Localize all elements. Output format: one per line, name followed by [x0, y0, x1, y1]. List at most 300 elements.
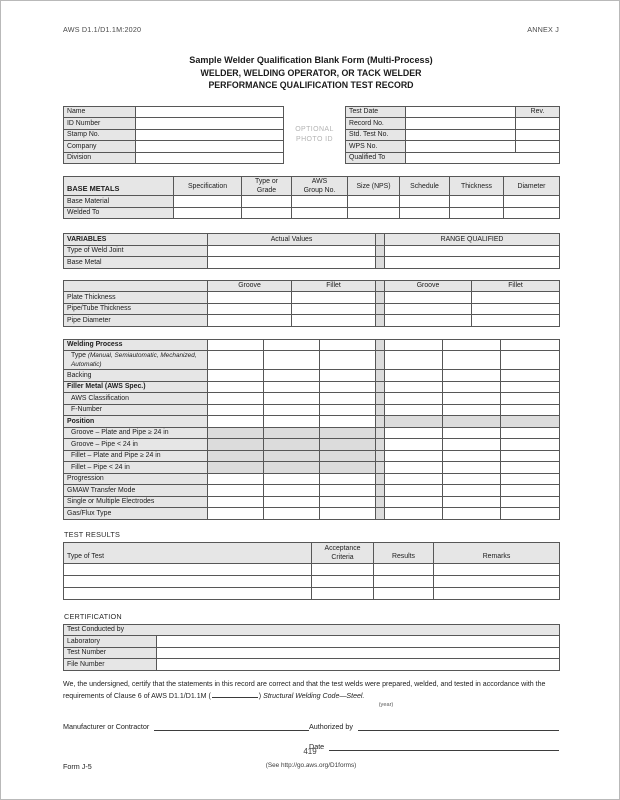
cell[interactable]	[400, 207, 450, 219]
cell[interactable]	[504, 196, 560, 208]
table-row	[64, 439, 560, 451]
cell[interactable]	[264, 462, 320, 474]
field-company[interactable]	[136, 141, 284, 153]
cell[interactable]	[320, 339, 376, 351]
title-line-2: WELDER, WELDING OPERATOR, OR TACK WELDER	[200, 67, 422, 78]
cell[interactable]	[208, 416, 264, 428]
table-row	[64, 370, 560, 382]
field-rev-1[interactable]	[516, 118, 560, 130]
label-std-test-no: Std. Test No.	[346, 129, 406, 141]
cell[interactable]	[374, 563, 434, 575]
field-rev-2[interactable]	[516, 129, 560, 141]
table-row	[64, 234, 560, 246]
cell[interactable]	[443, 508, 501, 520]
field-wps-no[interactable]	[406, 141, 516, 153]
cell[interactable]	[385, 450, 443, 462]
table-row	[64, 473, 560, 485]
col-size-nps: Size (NPS)	[348, 177, 400, 196]
field-test-date[interactable]	[406, 106, 516, 118]
cell[interactable]	[264, 508, 320, 520]
authorized-by-line[interactable]	[358, 722, 559, 731]
table-row	[64, 563, 560, 575]
col-fillet-actual: Fillet	[292, 280, 376, 292]
cell[interactable]	[348, 196, 400, 208]
cell[interactable]	[504, 207, 560, 219]
cell[interactable]	[385, 404, 443, 416]
spacer-column	[376, 257, 385, 269]
spacer-column	[376, 381, 385, 393]
thickness-table	[63, 280, 560, 327]
cell[interactable]	[385, 496, 443, 508]
cell[interactable]	[443, 351, 501, 370]
manufacturer-field	[63, 722, 309, 731]
identification-table	[63, 106, 560, 165]
spacer-column	[376, 245, 385, 257]
row-label-1	[64, 351, 208, 370]
cell[interactable]	[443, 370, 501, 382]
col-remarks: Remarks	[434, 542, 560, 563]
spacer-column	[376, 339, 385, 351]
cell[interactable]	[501, 427, 560, 439]
cell[interactable]	[208, 496, 264, 508]
col-groove-actual: Groove	[208, 280, 292, 292]
photo-line-1: OPTIONAL	[295, 126, 334, 134]
cell[interactable]	[320, 450, 376, 462]
cell[interactable]	[264, 381, 320, 393]
spacer-column	[376, 234, 385, 246]
cell[interactable]	[320, 351, 376, 370]
cell[interactable]	[501, 508, 560, 520]
cell[interactable]	[208, 450, 264, 462]
running-head-right: ANNEX J	[527, 25, 559, 34]
thickness-corner	[64, 280, 208, 292]
cell[interactable]	[385, 473, 443, 485]
cell[interactable]	[443, 450, 501, 462]
cell[interactable]	[501, 450, 560, 462]
cell[interactable]	[208, 485, 264, 497]
cell[interactable]	[208, 351, 264, 370]
cell[interactable]	[443, 462, 501, 474]
cell[interactable]	[501, 485, 560, 497]
cell[interactable]	[443, 439, 501, 451]
spacer-column	[376, 439, 385, 451]
photo-line-2: PHOTO ID	[296, 135, 333, 143]
table-row	[64, 404, 560, 416]
spacer-column	[376, 292, 385, 304]
table-row	[64, 280, 560, 292]
cell[interactable]	[443, 416, 501, 428]
cell[interactable]	[320, 381, 376, 393]
row-type-of-weld-joint: Type of Weld Joint	[64, 245, 208, 257]
cell[interactable]	[320, 393, 376, 405]
cell[interactable]	[385, 245, 560, 257]
cell[interactable]	[292, 315, 376, 327]
year-note: (year)	[378, 701, 394, 708]
table-row	[64, 587, 560, 599]
field-qualified-to[interactable]	[406, 152, 560, 164]
cell[interactable]	[501, 351, 560, 370]
table-row	[64, 106, 560, 118]
col-specification: Specification	[174, 177, 242, 196]
cell[interactable]	[208, 427, 264, 439]
cell[interactable]	[264, 339, 320, 351]
cell[interactable]	[264, 485, 320, 497]
table-row	[64, 257, 560, 269]
cell[interactable]	[64, 563, 312, 575]
cell[interactable]	[242, 196, 292, 208]
row-label-note: (Manual, Semiautomatic, Mechanized, Automatic)	[71, 352, 197, 368]
cell[interactable]	[264, 439, 320, 451]
label-company: Company	[64, 141, 136, 153]
cell[interactable]	[501, 439, 560, 451]
signature-row-1	[63, 722, 559, 731]
cell[interactable]	[501, 381, 560, 393]
page-number: 419	[303, 747, 317, 756]
cell[interactable]	[64, 587, 312, 599]
cell[interactable]	[385, 339, 443, 351]
cell[interactable]	[472, 315, 560, 327]
table-row	[64, 624, 560, 636]
cell[interactable]	[348, 207, 400, 219]
label-authorized-by: Authorized by	[309, 721, 353, 731]
table-row	[64, 462, 560, 474]
cell[interactable]	[434, 563, 560, 575]
label-test-number: Test Number	[64, 647, 157, 659]
spacer-column	[376, 416, 385, 428]
form-url-note: (See http://go.aws.org/D1forms)	[265, 761, 357, 769]
label-test-date: Test Date	[346, 106, 406, 118]
label-manufacturer: Manufacturer or Contractor	[63, 721, 150, 731]
title-line-3: PERFORMANCE QUALIFICATION TEST RECORD	[208, 80, 414, 90]
title-line-1: Sample Welder Qualification Blank Form (Multi-Process)	[189, 55, 433, 65]
cell[interactable]	[434, 575, 560, 587]
col-actual-values: Actual Values	[208, 234, 376, 246]
cell[interactable]	[208, 303, 292, 315]
table-row	[64, 542, 560, 563]
field-test-number[interactable]	[157, 647, 560, 659]
statement-italic: Structural Welding Code—Steel.	[263, 693, 365, 700]
row-label-13: Single or Multiple Electrodes	[64, 496, 208, 508]
table-row	[64, 393, 560, 405]
cell[interactable]	[501, 496, 560, 508]
statement-part-2: )	[258, 693, 262, 700]
cell[interactable]	[320, 473, 376, 485]
test-results-table	[63, 542, 560, 600]
table-row	[64, 196, 560, 208]
row-label-3: Filler Metal (AWS Spec.)	[64, 381, 208, 393]
cell[interactable]	[472, 303, 560, 315]
table-row	[64, 245, 560, 257]
col-range-qualified: RANGE QUALIFIED	[385, 234, 560, 246]
cell[interactable]	[443, 473, 501, 485]
cell[interactable]	[385, 462, 443, 474]
row-welded-to: Welded To	[64, 207, 174, 219]
certification-caption: CERTIFICATION	[64, 611, 122, 621]
cell[interactable]	[320, 508, 376, 520]
cell[interactable]	[443, 404, 501, 416]
cell[interactable]	[264, 427, 320, 439]
cell[interactable]	[292, 196, 348, 208]
cell[interactable]	[292, 207, 348, 219]
cell[interactable]	[242, 207, 292, 219]
col-thickness: Thickness	[450, 177, 504, 196]
col-schedule: Schedule	[400, 177, 450, 196]
table-row	[64, 207, 560, 219]
spacer-column	[376, 280, 385, 292]
table-row	[64, 575, 560, 587]
cell[interactable]	[320, 427, 376, 439]
cell[interactable]	[312, 575, 374, 587]
cell[interactable]	[208, 462, 264, 474]
cell[interactable]	[385, 393, 443, 405]
cell[interactable]	[320, 370, 376, 382]
spacer-column	[376, 496, 385, 508]
form-footer	[63, 762, 559, 771]
cell[interactable]	[385, 257, 560, 269]
field-record-no[interactable]	[406, 118, 516, 130]
spacer-column	[376, 485, 385, 497]
cell[interactable]	[385, 370, 443, 382]
table-row	[64, 427, 560, 439]
label-wps-no: WPS No.	[346, 141, 406, 153]
cell[interactable]	[385, 315, 472, 327]
cell[interactable]	[208, 245, 376, 257]
cell[interactable]	[264, 404, 320, 416]
row-label-4: AWS Classification	[64, 393, 208, 405]
cell[interactable]	[443, 339, 501, 351]
row-label-2: Backing	[64, 370, 208, 382]
spacer-column	[376, 303, 385, 315]
base-metals-title: BASE METALS	[64, 177, 174, 196]
cell[interactable]	[385, 427, 443, 439]
authorized-by-field	[309, 722, 559, 731]
base-metals-table	[63, 176, 560, 219]
cell[interactable]	[208, 393, 264, 405]
cell[interactable]	[501, 339, 560, 351]
variables-title: VARIABLES	[64, 234, 208, 246]
cell[interactable]	[501, 393, 560, 405]
cell[interactable]	[501, 462, 560, 474]
cell[interactable]	[374, 587, 434, 599]
label-date: Date	[309, 741, 325, 751]
col-groove-qualified: Groove	[385, 280, 472, 292]
row-label-8: Groove – Pipe < 24 in	[64, 439, 208, 451]
col-diameter: Diameter	[504, 177, 560, 196]
label-rev: Rev.	[516, 106, 560, 118]
table-row	[64, 351, 560, 370]
label-record-no: Record No.	[346, 118, 406, 130]
label-name: Name	[64, 106, 136, 118]
row-label-10: Fillet – Pipe < 24 in	[64, 462, 208, 474]
statement-part-1: We, the undersigned, certify that the statements in this record are correct and that the test welds were prepared, welded, and tested in accordance with the requirements of Clause 6 of AWS D1.1/D1.1M (	[63, 680, 546, 700]
cell[interactable]	[385, 351, 443, 370]
row-label-9: Fillet – Plate and Pipe ≥ 24 in	[64, 450, 208, 462]
cell[interactable]	[208, 508, 264, 520]
year-blank[interactable]	[212, 690, 258, 698]
spacer-column	[376, 427, 385, 439]
table-row	[64, 496, 560, 508]
cell[interactable]	[208, 404, 264, 416]
cell[interactable]	[443, 381, 501, 393]
cell[interactable]	[385, 416, 443, 428]
field-rev-3[interactable]	[516, 141, 560, 153]
row-label-12: GMAW Transfer Mode	[64, 485, 208, 497]
row-label-text: Type	[71, 352, 88, 359]
col-type-of-test: Type of Test	[64, 542, 312, 563]
field-file-number[interactable]	[157, 659, 560, 671]
cell[interactable]	[385, 292, 472, 304]
cell[interactable]	[208, 339, 264, 351]
cell[interactable]	[208, 439, 264, 451]
col-results: Results	[374, 542, 434, 563]
certification-table	[63, 624, 560, 671]
label-id-number: ID Number	[64, 118, 136, 130]
cell[interactable]	[385, 439, 443, 451]
cell[interactable]	[400, 196, 450, 208]
spacer-column	[376, 370, 385, 382]
row-label-5: F-Number	[64, 404, 208, 416]
cell[interactable]	[264, 416, 320, 428]
label-file-number: File Number	[64, 659, 157, 671]
spacer-column	[376, 450, 385, 462]
spacer-column	[376, 508, 385, 520]
row-pipe-tube-thickness: Pipe/Tube Thickness	[64, 303, 208, 315]
running-head	[63, 25, 559, 34]
cell[interactable]	[385, 381, 443, 393]
table-row	[64, 636, 560, 648]
table-row	[64, 315, 560, 327]
optional-photo-id	[284, 106, 346, 164]
row-pipe-diameter: Pipe Diameter	[64, 315, 208, 327]
table-row	[64, 303, 560, 315]
cell[interactable]	[501, 416, 560, 428]
col-acceptance-criteria: Acceptance Criteria	[312, 542, 374, 563]
cell[interactable]	[312, 563, 374, 575]
cell[interactable]	[501, 370, 560, 382]
spacer-column	[376, 315, 385, 327]
row-plate-thickness: Plate Thickness	[64, 292, 208, 304]
cell[interactable]	[312, 587, 374, 599]
row-label-14: Gas/Flux Type	[64, 508, 208, 520]
row-label-11: Progression	[64, 473, 208, 485]
spacer-column	[376, 473, 385, 485]
table-row	[64, 292, 560, 304]
spacer-column	[376, 351, 385, 370]
cell[interactable]	[385, 303, 472, 315]
row-base-metal: Base Metal	[64, 257, 208, 269]
label-laboratory: Laboratory	[64, 636, 157, 648]
cell[interactable]	[443, 427, 501, 439]
cell[interactable]	[264, 496, 320, 508]
cell[interactable]	[320, 404, 376, 416]
cell[interactable]	[443, 393, 501, 405]
table-row	[64, 381, 560, 393]
label-test-conducted-by: Test Conducted by	[64, 624, 560, 636]
cell[interactable]	[64, 575, 312, 587]
table-row	[64, 485, 560, 497]
spacer-column	[376, 393, 385, 405]
cell[interactable]	[434, 587, 560, 599]
cell[interactable]	[450, 207, 504, 219]
cell[interactable]	[472, 292, 560, 304]
spacer-column	[376, 404, 385, 416]
cell[interactable]	[320, 462, 376, 474]
welding-process-table	[63, 339, 560, 520]
cell[interactable]	[320, 439, 376, 451]
cell[interactable]	[292, 292, 376, 304]
cell[interactable]	[385, 508, 443, 520]
cell[interactable]	[208, 370, 264, 382]
table-row	[64, 647, 560, 659]
variables-table	[63, 233, 560, 269]
cell[interactable]	[264, 450, 320, 462]
field-name[interactable]	[136, 106, 284, 118]
certification-statement	[63, 680, 559, 703]
cell[interactable]	[320, 485, 376, 497]
table-row	[64, 659, 560, 671]
spacer-column	[376, 462, 385, 474]
cell[interactable]	[450, 196, 504, 208]
field-id-number[interactable]	[136, 118, 284, 130]
cell[interactable]	[292, 303, 376, 315]
field-laboratory[interactable]	[157, 636, 560, 648]
page-title	[63, 54, 559, 92]
manufacturer-line[interactable]	[154, 722, 309, 731]
label-division: Division	[64, 152, 136, 164]
col-aws-group-no: AWS Group No.	[292, 177, 348, 196]
table-row	[64, 450, 560, 462]
cell[interactable]	[264, 393, 320, 405]
cell[interactable]	[174, 207, 242, 219]
row-label-6: Position	[64, 416, 208, 428]
cell[interactable]	[264, 351, 320, 370]
cell[interactable]	[174, 196, 242, 208]
table-row	[64, 177, 560, 196]
field-std-test-no[interactable]	[406, 129, 516, 141]
cell[interactable]	[208, 292, 292, 304]
label-qualified-to: Qualified To	[346, 152, 406, 164]
cell[interactable]	[320, 496, 376, 508]
table-row	[64, 416, 560, 428]
col-type-or-grade: Type or Grade	[242, 177, 292, 196]
col-fillet-qualified: Fillet	[472, 280, 560, 292]
row-label-7: Groove – Plate and Pipe ≥ 24 in	[64, 427, 208, 439]
table-row	[64, 508, 560, 520]
cell[interactable]	[501, 404, 560, 416]
cell[interactable]	[208, 473, 264, 485]
cell[interactable]	[443, 485, 501, 497]
cell[interactable]	[443, 496, 501, 508]
cell[interactable]	[264, 370, 320, 382]
row-label-0: Welding Process	[64, 339, 208, 351]
label-stamp-no: Stamp No.	[64, 129, 136, 141]
running-head-left: AWS D1.1/D1.1M:2020	[63, 25, 142, 34]
field-division[interactable]	[136, 152, 284, 164]
cell[interactable]	[208, 315, 292, 327]
field-stamp-no[interactable]	[136, 129, 284, 141]
row-base-material: Base Material	[64, 196, 174, 208]
test-results-caption: TEST RESULTS	[64, 529, 121, 539]
cell[interactable]	[385, 485, 443, 497]
cell[interactable]	[374, 575, 434, 587]
cell[interactable]	[501, 473, 560, 485]
cell[interactable]	[208, 381, 264, 393]
cell[interactable]	[208, 257, 376, 269]
table-row	[64, 339, 560, 351]
cell[interactable]	[320, 416, 376, 428]
form-id: Form J-5	[63, 761, 92, 771]
cell[interactable]	[264, 473, 320, 485]
